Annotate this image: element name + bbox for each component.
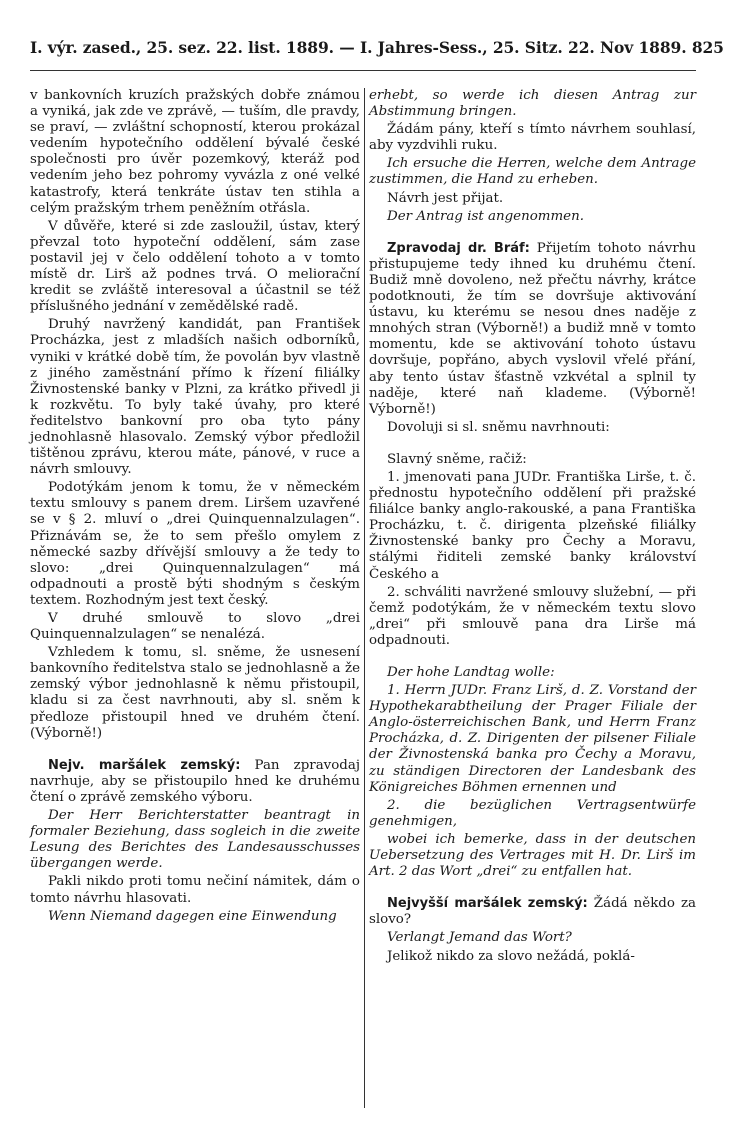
- speaker-name: Zpravodaj dr. Bráf:: [387, 240, 530, 256]
- german-paragraph: erhebt, so werde ich diesen Antrag zur Abstimmung bringen.: [369, 88, 696, 120]
- german-paragraph: Wenn Niemand dagegen eine Einwendung: [48, 908, 337, 924]
- paragraph: 1. jmenovati pana JUDr. Františka Lirše, t. č. přednostu hypotečního oddělení při pražské filiálce banky anglo-rakouské, a pana Františka Procházku, t. č. dirigenta plzeňské filiálky Živnostenské banky pro Čechy a Moravu, stálými řiditeli zemské banky království Českého a: [369, 469, 696, 582]
- german-paragraph: 1. Herrn JUDr. Franz Lirš, d. Z. Vorstand der Hypothekarabtheilung der Prager Filiale der Anglo-österreichischen Bank, und Herrn Franz Procházka, d. Z. Dirigenten der pilsener Filiale der Živnostenská banka pro Čechy a Moravu, zu ständigen Directoren der Landesbank des Königreiches Böhmen ernennen und: [369, 683, 696, 795]
- column-divider: [364, 88, 365, 1108]
- paragraph: Podotýkám jenom k tomu, že v německém textu smlouvy s panem drem. Liršem uzavřené se v § 2. mluví o „drei Quinquennalzulagen“. Přiznávám se, že to sem přešlo omylem z německé sazby dřívější smlouvy a že tedy to slovo: „drei Quinquennalzulagen“ má odpadnouti a prostě býti shodným s českým textem. Rozhodným jest text český.: [30, 480, 360, 608]
- paragraph: v bankovních kruzích pražských dobře známou a vyniká, jak zde ve zprávě, — tuším, dle pravdy, se praví, — zvláštní schopností, kterou prokázal vedením hypotečního oddělení bývalé české společnosti pro úvěr pozemkový, kteráž pod vedením jeho bez pohromy vyvázla z oné velké katastrofy, která tenkráte ústav ten stihla a celým pražským trhem peněžním otřásla.: [30, 88, 360, 216]
- paragraph: 2. schváliti navržené smlouvy služební, — při čemž podotýkám, že v německém textu slovo „drei“ při smlouvě pana dra Lirše má odpadnouti.: [369, 584, 696, 648]
- speaker-text: Přijetím tohoto návrhu přistupujeme tedy ihned ku druhému čtení. Budiž mně dovoleno, než přečtu návrhy, krátce podotknouti, že tím se dovršuje aktivování ústavu, ku kterému se nesou dnes naděje z mnohých stran (Výborně!) a budiž mně v tomto momentu, kde se aktivování tohoto ústavu dovršuje, popřáno, abych vyslovil vřelé přání, aby tento ústav šťastně vzkvétal a splnil ty naděje, které naň klademe. (Výborně! Výborně!): [369, 240, 696, 417]
- paragraph: Vzhledem k tomu, sl. sněme, že usnesení bankovního ředitelstva stalo se jednohlasně a že zemský výbor jednohlasně k němu přistoupil, kladu si za čest navrhnouti, aby sl. sněm k předloze přistoupil hned ve druhém čtení. (Výborně!): [30, 645, 360, 741]
- left-column: [30, 88, 360, 927]
- german-paragraph: 2. die bezüglichen Vertragsentwürfe genehmigen,: [369, 797, 696, 829]
- speaker-paragraph: [369, 896, 696, 928]
- paragraph: V důvěře, které si zde zasloužil, ústav, který převzal toto hypoteční oddělení, sám zase postavil jej v čelo oddělení tohoto a v tomto místě dr. Lirš až podnes trvá. O meliorační kredit se zvláště interesoval a účastnil se též příslušného jednání v zemědělské radě.: [30, 218, 360, 315]
- paragraph: Žádám pány, kteří s tímto návrhem souhlasí, aby vyzdvihli ruku.: [369, 122, 696, 154]
- speaker-name: Nejv. maršálek zemský:: [48, 757, 241, 773]
- page-header: I. výr. zased., 25. sez. 22. list. 1889. — I. Jahres-Sess., 25. Sitz. 22. Nov 1889. 825: [30, 38, 724, 57]
- speaker-name: Nejvyšší maršálek zemský:: [387, 896, 588, 912]
- speaker-text: Žádá někdo za slovo?: [369, 896, 697, 928]
- german-paragraph: Der hohe Landtag wolle:: [387, 665, 555, 680]
- header-rule: [30, 70, 696, 71]
- german-paragraph: wobei ich bemerke, dass in der deutschen Uebersetzung des Vertrages mit H. Dr. Lirš im Art. 2 das Wort „drei“ zu entfallen hat.: [369, 831, 696, 880]
- paragraph: Návrh jest přijat.: [387, 190, 504, 206]
- right-column: [369, 88, 696, 967]
- speaker-paragraph: [30, 758, 360, 806]
- paragraph: V druhé smlouvě to slovo „drei Quinquennalzulagen“ se nenalézá.: [30, 611, 360, 643]
- paragraph: Dovoluji si sl. sněmu navrhnouti:: [387, 419, 610, 435]
- german-paragraph: Der Antrag ist angenommen.: [387, 208, 584, 224]
- paragraph: Jelikož nikdo za slovo nežádá, poklá-: [387, 948, 635, 964]
- paragraph: Pakli nikdo proti tomu nečiní námitek, dám o tomto návrhu hlasovati.: [30, 874, 360, 906]
- german-paragraph: Verlangt Jemand das Wort?: [387, 930, 572, 946]
- speaker-text: Pan zpravodaj navrhuje, aby se přistoupilo hned ke druhému čtení o zprávě zemského výboru.: [30, 757, 361, 805]
- german-paragraph: Der Herr Berichterstatter beantragt in formaler Beziehung, dass sogleich in die zweite Lesung des Berichtes des Landesausschusses übergangen werde.: [30, 808, 360, 872]
- speaker-paragraph: [369, 241, 696, 418]
- german-paragraph: Ich ersuche die Herren, welche dem Antrage zustimmen, die Hand zu erheben.: [369, 156, 696, 188]
- paragraph: Druhý navržený kandidát, pan František Procházka, jest z mladších našich odborníků, vyniki v krátké době tím, že povolán byv vlastně z jiného zaměstnání přímo k řízení filiálky Živnostenské banky v Plzni, za krátko přivedl ji k rozkvětu. To byly také úvahy, pro které ředitelstvo bankovní pro oba tyto pány jednohlasně hlasovalo. Zemský výbor předložil tištěnou zprávu, kterou máte, pánové, v ruce a návrh smlouvy.: [30, 317, 360, 478]
- paragraph: Slavný sněme, račiž:: [387, 451, 527, 467]
